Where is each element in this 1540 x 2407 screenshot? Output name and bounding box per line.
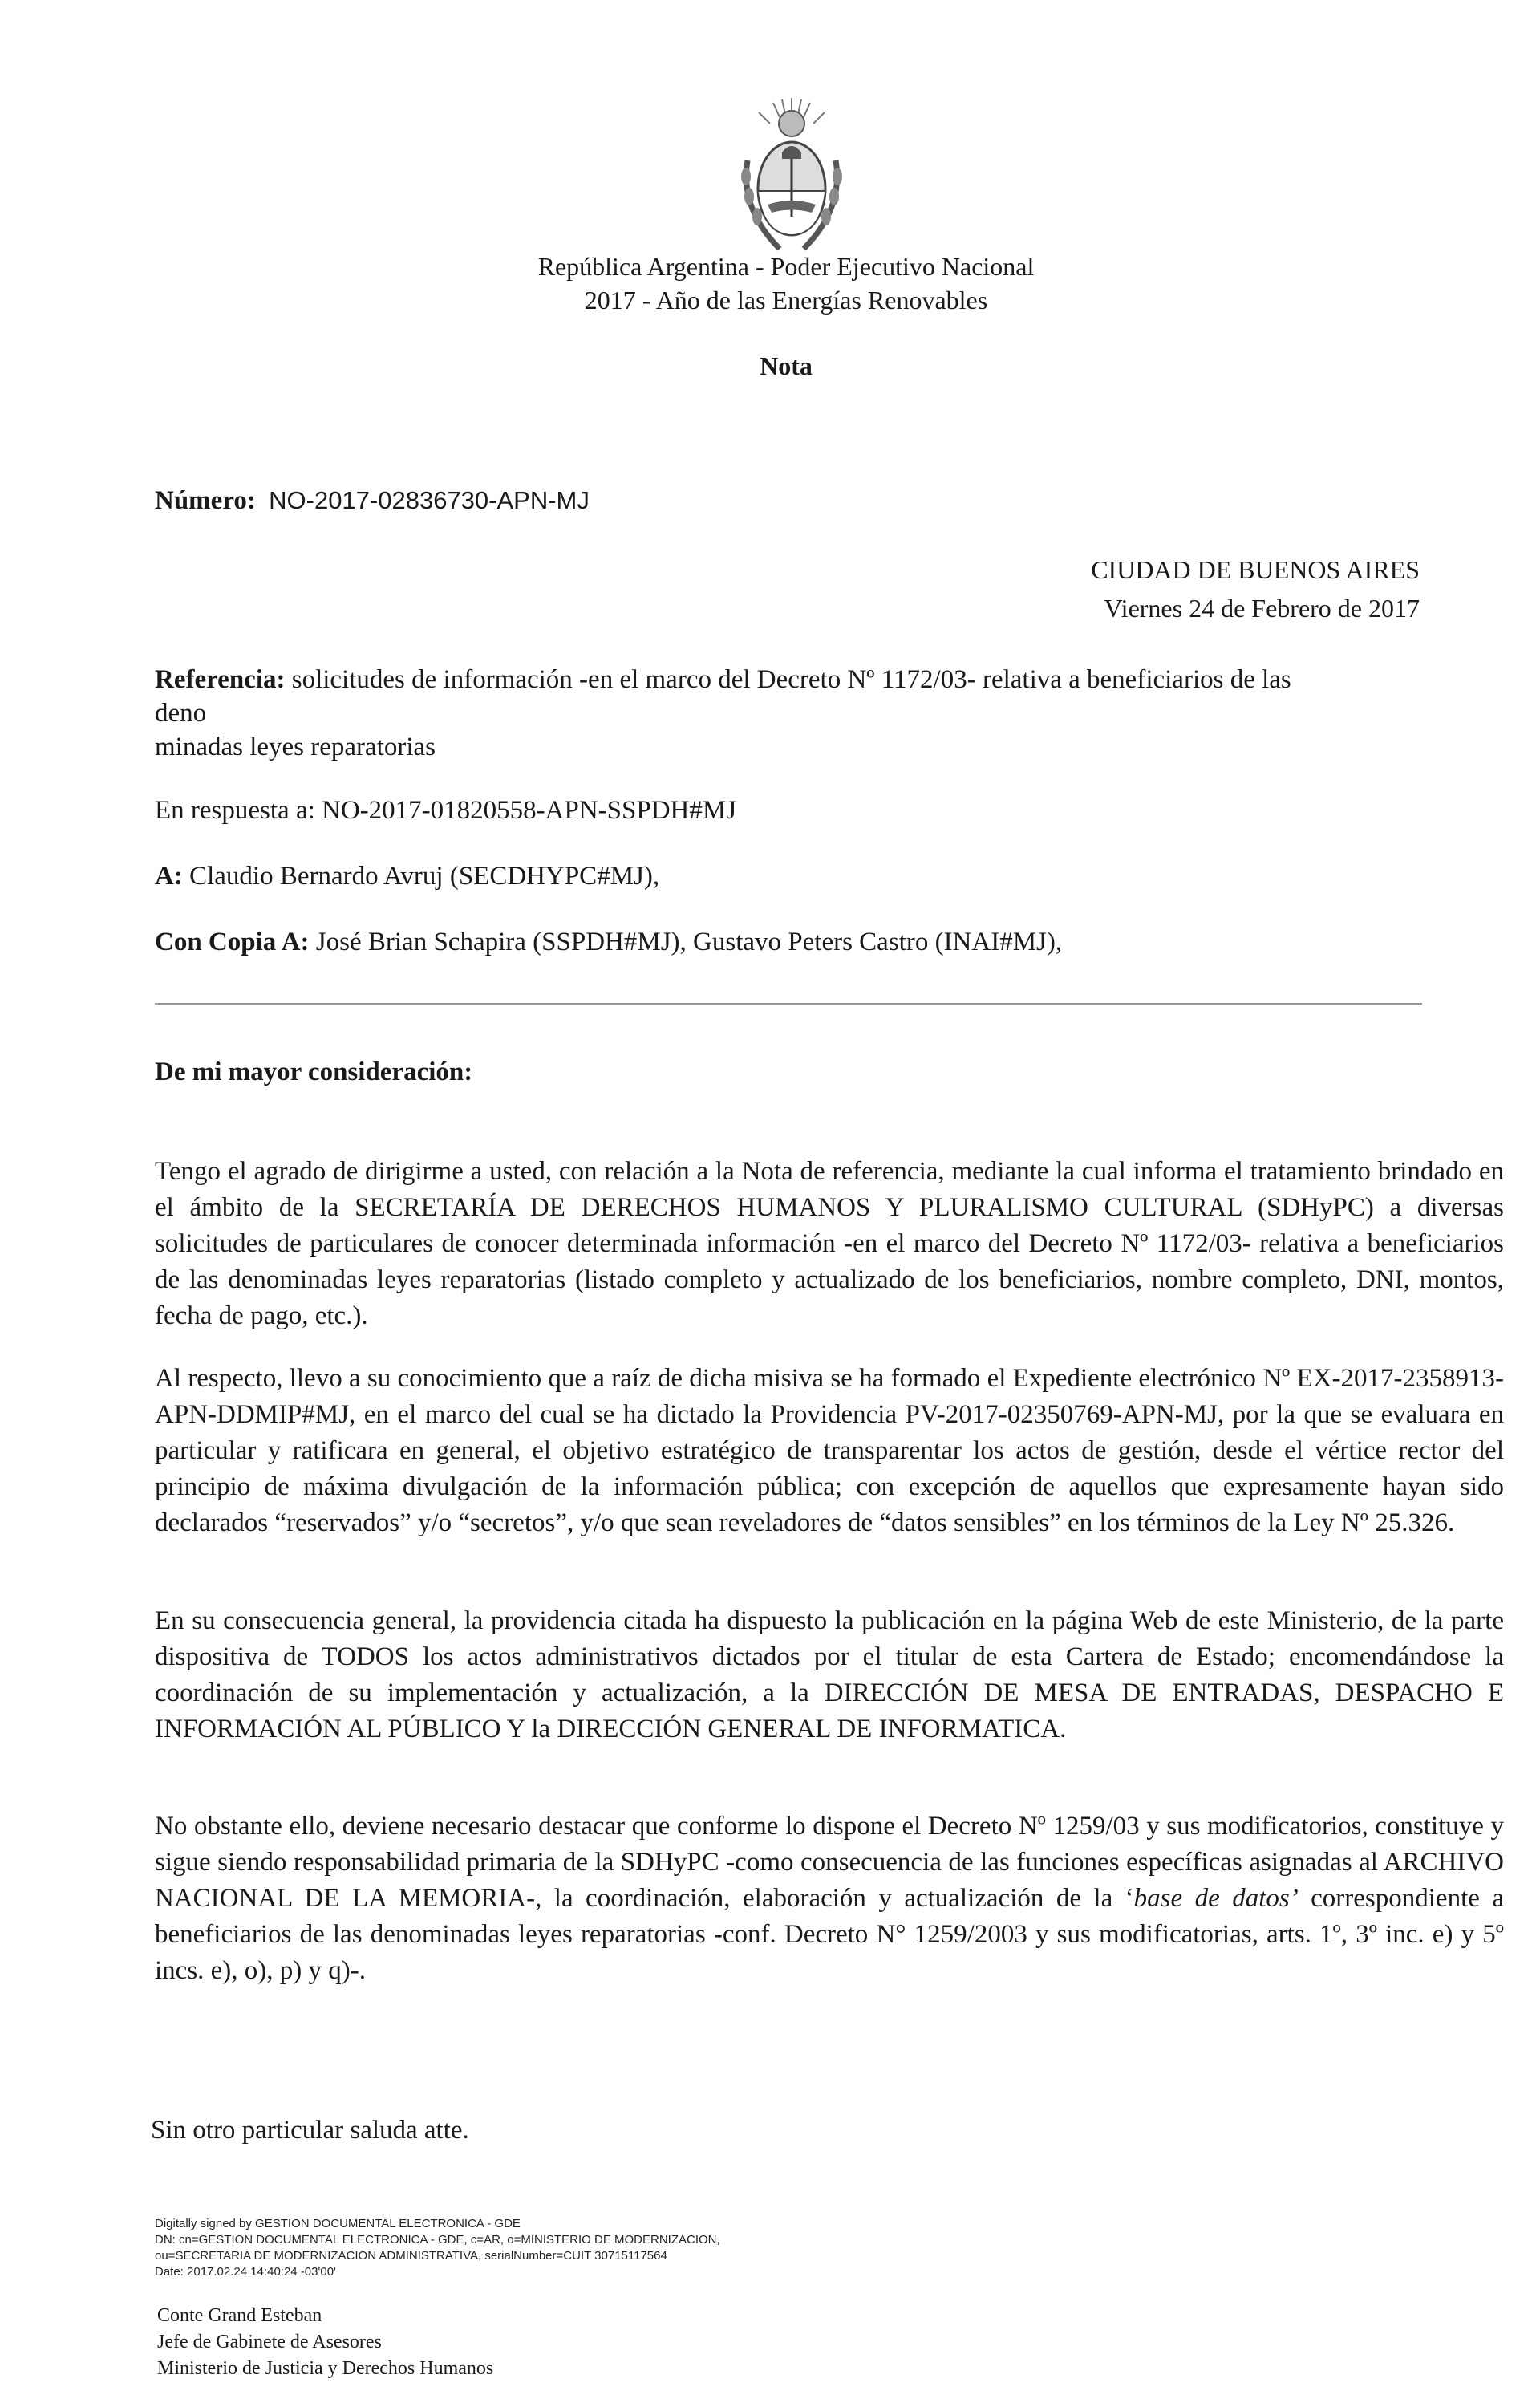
divider: [155, 1003, 1422, 1005]
document-type: Nota: [760, 351, 813, 380]
signature-line-4: Date: 2017.02.24 14:40:24 -03'00': [155, 2265, 336, 2279]
con-copia: [155, 927, 1438, 957]
paragraph-4-part-2: correspondiente a beneficiarios de las denominadas leyes reparatorias -conf. Decreto N° 1259/2003 y sus modificatorias, arts. 1º, 3º inc. e) y 5º incs. e), o), p) y q)-.: [155, 1884, 1504, 1985]
header-line-2: 2017 - Año de las Energías Renovables: [584, 286, 988, 315]
closing: Sin otro particular saluda atte.: [151, 2116, 469, 2145]
body-paragraph-3: [155, 1603, 1504, 1747]
respuesta-label: En respuesta a:: [155, 796, 315, 825]
destinatario-value: Claudio Bernardo Avruj (SECDHYPC#MJ),: [189, 862, 660, 891]
signature-line-2: DN: cn=GESTION DOCUMENTAL ELECTRONICA - GDE, c=AR, o=MINISTERIO DE MODERNIZACION,: [155, 2233, 720, 2247]
copia-label: Con Copia A:: [155, 927, 310, 956]
header-line-1: República Argentina - Poder Ejecutivo Nacional: [537, 252, 1035, 281]
respuesta-value: NO-2017-01820558-APN-SSPDH#MJ: [322, 796, 737, 825]
date: Viernes 24 de Febrero de 2017: [1104, 594, 1420, 623]
referencia-line-1: solicitudes de información -en el marco del Decreto Nº 1172/03- relativa a beneficiarios de las: [291, 665, 1291, 694]
signer-org: Ministerio de Justicia y Derechos Humanos: [157, 2358, 494, 2379]
body-paragraph-2: [155, 1361, 1504, 1541]
destinatario-label: A:: [155, 862, 183, 891]
signer-role: Jefe de Gabinete de Asesores: [157, 2332, 382, 2352]
referencia: [155, 663, 1438, 764]
numero-value: NO-2017-02836730-APN-MJ: [269, 486, 590, 514]
copia-value: José Brian Schapira (SSPDH#MJ), Gustavo Peters Castro (INAI#MJ),: [315, 927, 1063, 956]
paragraph-2-text: Al respecto, llevo a su conocimiento que a raíz de dicha misiva se ha formado el Expediente electrónico Nº EX-2017-2358913-APN-DDMIP#MJ, en el marco del cual se ha dictado la Providencia PV-2017-02350769-APN-MJ, por la que se evaluara en particular y ratificara en general, el objetivo estratégico de transparentar los actos de gestión, desde el vértice rector del principio de máxima divulgación de la información pública; con excepción de aquellos que expresamente hayan sido declarados “reservados” y/o “secretos”, y/o que sean reveladores de “datos sensibles” en los términos de la Ley Nº 25.326.: [155, 1364, 1504, 1537]
signer-name: Conte Grand Esteban: [157, 2305, 322, 2326]
referencia-line-3: minadas leyes reparatorias: [155, 733, 436, 761]
city: CIUDAD DE BUENOS AIRES: [1091, 555, 1420, 584]
body-paragraph-1: [155, 1154, 1504, 1334]
coat-of-arms-seal: [732, 96, 852, 257]
paragraph-1-text: Tengo el agrado de dirigirme a usted, con relación a la Nota de referencia, mediante la cual informa el tratamiento brindado en el ámbito de la SECRETARÍA DE DERECHOS HUMANOS Y PLURALISMO CULTURAL (SDHyPC) a diversas solicitudes de particulares de conocer determinada información -en el marco del Decreto Nº 1172/03- relativa a beneficiarios de las denominadas leyes reparatorias (listado completo y actualizado de los beneficiarios, nombre completo, DNI, montos, fecha de pago, etc.).: [155, 1157, 1504, 1330]
document-number: [155, 486, 877, 516]
paragraph-4-part-1: No obstante ello, deviene necesario destacar que conforme lo dispone el Decreto Nº 1259/03 y sus modificatorios, constituye y sigue siendo responsabilidad primaria de la SDHyPC -como consecuencia de las funciones específicas asignadas al ARCHIVO NACIONAL DE LA MEMORIA-, la coordinación, elaboración y actualización de la ‘: [155, 1812, 1504, 1913]
paragraph-4-text: [155, 1808, 1504, 1989]
numero-label: Número:: [155, 486, 256, 515]
digital-signature-stamp: [155, 2216, 813, 2280]
signer-block: [157, 2303, 799, 2382]
signature-line-1: Digitally signed by GESTION DOCUMENTAL ELECTRONICA - GDE: [155, 2217, 521, 2230]
paragraph-4-italic: base de datos’: [1133, 1884, 1299, 1913]
salutation: De mi mayor consideración:: [155, 1057, 473, 1086]
body-paragraph-4: [155, 1808, 1504, 1989]
referencia-label: Referencia:: [155, 665, 286, 694]
referencia-line-2: deno: [155, 699, 207, 728]
signature-line-3: ou=SECRETARIA DE MODERNIZACION ADMINISTRATIVA, serialNumber=CUIT 30715117564: [155, 2249, 667, 2263]
paragraph-3-text: En su consecuencia general, la providencia citada ha dispuesto la publicación en la página Web de este Ministerio, de la parte dispositiva de TODOS los actos administrativos dictados por el titular de esta Cartera de Estado; encomendándose la coordinación de su implementación y actualización, a la DIRECCIÓN DE MESA DE ENTRADAS, DESPACHO E INFORMACIÓN AL PÚBLICO Y la DIRECCIÓN GENERAL DE INFORMATICA.: [155, 1606, 1504, 1743]
en-respuesta: [155, 796, 1438, 826]
destinatario: [155, 862, 1438, 891]
